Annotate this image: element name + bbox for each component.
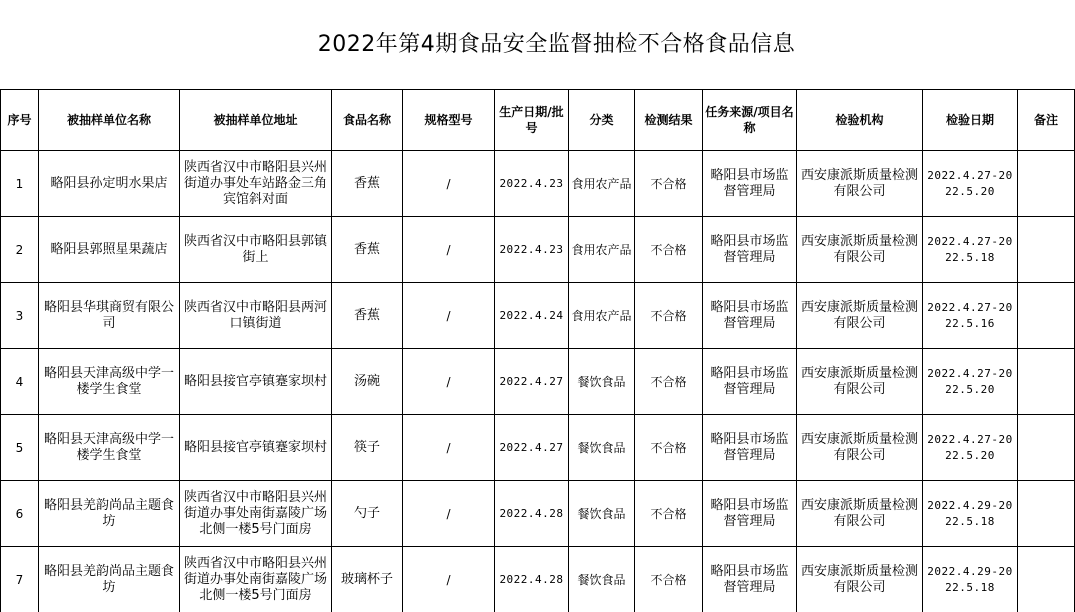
cell-no: 5 — [1, 415, 39, 481]
cell-address: 陕西省汉中市略阳县两河口镇街道 — [180, 283, 332, 349]
header-remark: 备注 — [1018, 90, 1075, 151]
cell-unit: 略阳县天津高级中学一楼学生食堂 — [39, 415, 180, 481]
cell-no: 6 — [1, 481, 39, 547]
cell-spec: / — [403, 481, 495, 547]
cell-address: 略阳县接官亭镇蹇家坝村 — [180, 349, 332, 415]
header-source: 任务来源/项目名称 — [703, 90, 797, 151]
cell-food: 玻璃杯子 — [332, 547, 403, 612]
cell-test-date: 2022.4.27-2022.5.16 — [923, 283, 1018, 349]
cell-remark — [1018, 481, 1075, 547]
header-date: 生产日期/批号 — [495, 90, 569, 151]
cell-no: 3 — [1, 283, 39, 349]
page-title: 2022年第4期食品安全监督抽检不合格食品信息 — [1, 1, 1075, 90]
cell-agency: 西安康派斯质量检测有限公司 — [797, 151, 923, 217]
cell-category: 食用农产品 — [569, 217, 635, 283]
cell-agency: 西安康派斯质量检测有限公司 — [797, 481, 923, 547]
header-result: 检测结果 — [635, 90, 703, 151]
cell-result: 不合格 — [635, 415, 703, 481]
cell-unit: 略阳县郭照星果蔬店 — [39, 217, 180, 283]
table-row — [1, 547, 1075, 612]
cell-food: 香蕉 — [332, 151, 403, 217]
cell-date: 2022.4.24 — [495, 283, 569, 349]
cell-date: 2022.4.28 — [495, 547, 569, 612]
cell-date: 2022.4.23 — [495, 151, 569, 217]
cell-source: 略阳县市场监督管理局 — [703, 547, 797, 612]
cell-address: 略阳县接官亭镇蹇家坝村 — [180, 415, 332, 481]
cell-test-date: 2022.4.27-2022.5.20 — [923, 415, 1018, 481]
cell-unit: 略阳县羌韵尚品主题食坊 — [39, 481, 180, 547]
cell-address: 陕西省汉中市略阳县郭镇街上 — [180, 217, 332, 283]
table-row — [1, 349, 1075, 415]
cell-food: 香蕉 — [332, 283, 403, 349]
cell-food: 汤碗 — [332, 349, 403, 415]
cell-source: 略阳县市场监督管理局 — [703, 151, 797, 217]
header-row — [1, 90, 1075, 151]
cell-address: 陕西省汉中市略阳县兴州街道办事处车站路金三角宾馆斜对面 — [180, 151, 332, 217]
cell-food: 香蕉 — [332, 217, 403, 283]
cell-spec: / — [403, 415, 495, 481]
cell-no: 7 — [1, 547, 39, 612]
header-address: 被抽样单位地址 — [180, 90, 332, 151]
cell-result: 不合格 — [635, 217, 703, 283]
cell-date: 2022.4.28 — [495, 481, 569, 547]
cell-test-date: 2022.4.29-2022.5.18 — [923, 547, 1018, 612]
cell-spec: / — [403, 283, 495, 349]
cell-remark — [1018, 547, 1075, 612]
cell-source: 略阳县市场监督管理局 — [703, 283, 797, 349]
cell-unit: 略阳县华琪商贸有限公司 — [39, 283, 180, 349]
cell-agency: 西安康派斯质量检测有限公司 — [797, 415, 923, 481]
cell-category: 食用农产品 — [569, 151, 635, 217]
cell-remark — [1018, 283, 1075, 349]
cell-source: 略阳县市场监督管理局 — [703, 349, 797, 415]
cell-remark — [1018, 415, 1075, 481]
cell-no: 4 — [1, 349, 39, 415]
header-agency: 检验机构 — [797, 90, 923, 151]
cell-test-date: 2022.4.27-2022.5.20 — [923, 151, 1018, 217]
cell-category: 餐饮食品 — [569, 349, 635, 415]
table-row — [1, 151, 1075, 217]
cell-address: 陕西省汉中市略阳县兴州街道办事处南街嘉陵广场北侧一楼5号门面房 — [180, 547, 332, 612]
cell-source: 略阳县市场监督管理局 — [703, 481, 797, 547]
cell-result: 不合格 — [635, 349, 703, 415]
cell-result: 不合格 — [635, 151, 703, 217]
cell-remark — [1018, 349, 1075, 415]
cell-remark — [1018, 151, 1075, 217]
header-no: 序号 — [1, 90, 39, 151]
header-spec: 规格型号 — [403, 90, 495, 151]
cell-no: 2 — [1, 217, 39, 283]
cell-agency: 西安康派斯质量检测有限公司 — [797, 349, 923, 415]
cell-test-date: 2022.4.27-2022.5.20 — [923, 349, 1018, 415]
cell-result: 不合格 — [635, 283, 703, 349]
cell-unit: 略阳县孙定明水果店 — [39, 151, 180, 217]
cell-spec: / — [403, 547, 495, 612]
header-test-date: 检验日期 — [923, 90, 1018, 151]
cell-source: 略阳县市场监督管理局 — [703, 415, 797, 481]
table-row — [1, 283, 1075, 349]
cell-spec: / — [403, 151, 495, 217]
cell-category: 食用农产品 — [569, 283, 635, 349]
cell-food: 勺子 — [332, 481, 403, 547]
cell-category: 餐饮食品 — [569, 415, 635, 481]
cell-test-date: 2022.4.27-2022.5.18 — [923, 217, 1018, 283]
cell-no: 1 — [1, 151, 39, 217]
cell-agency: 西安康派斯质量检测有限公司 — [797, 217, 923, 283]
cell-category: 餐饮食品 — [569, 481, 635, 547]
cell-test-date: 2022.4.29-2022.5.18 — [923, 481, 1018, 547]
cell-address: 陕西省汉中市略阳县兴州街道办事处南街嘉陵广场北侧一楼5号门面房 — [180, 481, 332, 547]
cell-result: 不合格 — [635, 547, 703, 612]
cell-date: 2022.4.27 — [495, 349, 569, 415]
cell-agency: 西安康派斯质量检测有限公司 — [797, 283, 923, 349]
cell-result: 不合格 — [635, 481, 703, 547]
header-unit: 被抽样单位名称 — [39, 90, 180, 151]
cell-food: 筷子 — [332, 415, 403, 481]
cell-unit: 略阳县天津高级中学一楼学生食堂 — [39, 349, 180, 415]
cell-unit: 略阳县羌韵尚品主题食坊 — [39, 547, 180, 612]
header-category: 分类 — [569, 90, 635, 151]
cell-source: 略阳县市场监督管理局 — [703, 217, 797, 283]
cell-agency: 西安康派斯质量检测有限公司 — [797, 547, 923, 612]
cell-spec: / — [403, 217, 495, 283]
header-food: 食品名称 — [332, 90, 403, 151]
cell-date: 2022.4.27 — [495, 415, 569, 481]
cell-spec: / — [403, 349, 495, 415]
table-row — [1, 217, 1075, 283]
table-row — [1, 481, 1075, 547]
cell-date: 2022.4.23 — [495, 217, 569, 283]
cell-category: 餐饮食品 — [569, 547, 635, 612]
table-row — [1, 415, 1075, 481]
cell-remark — [1018, 217, 1075, 283]
